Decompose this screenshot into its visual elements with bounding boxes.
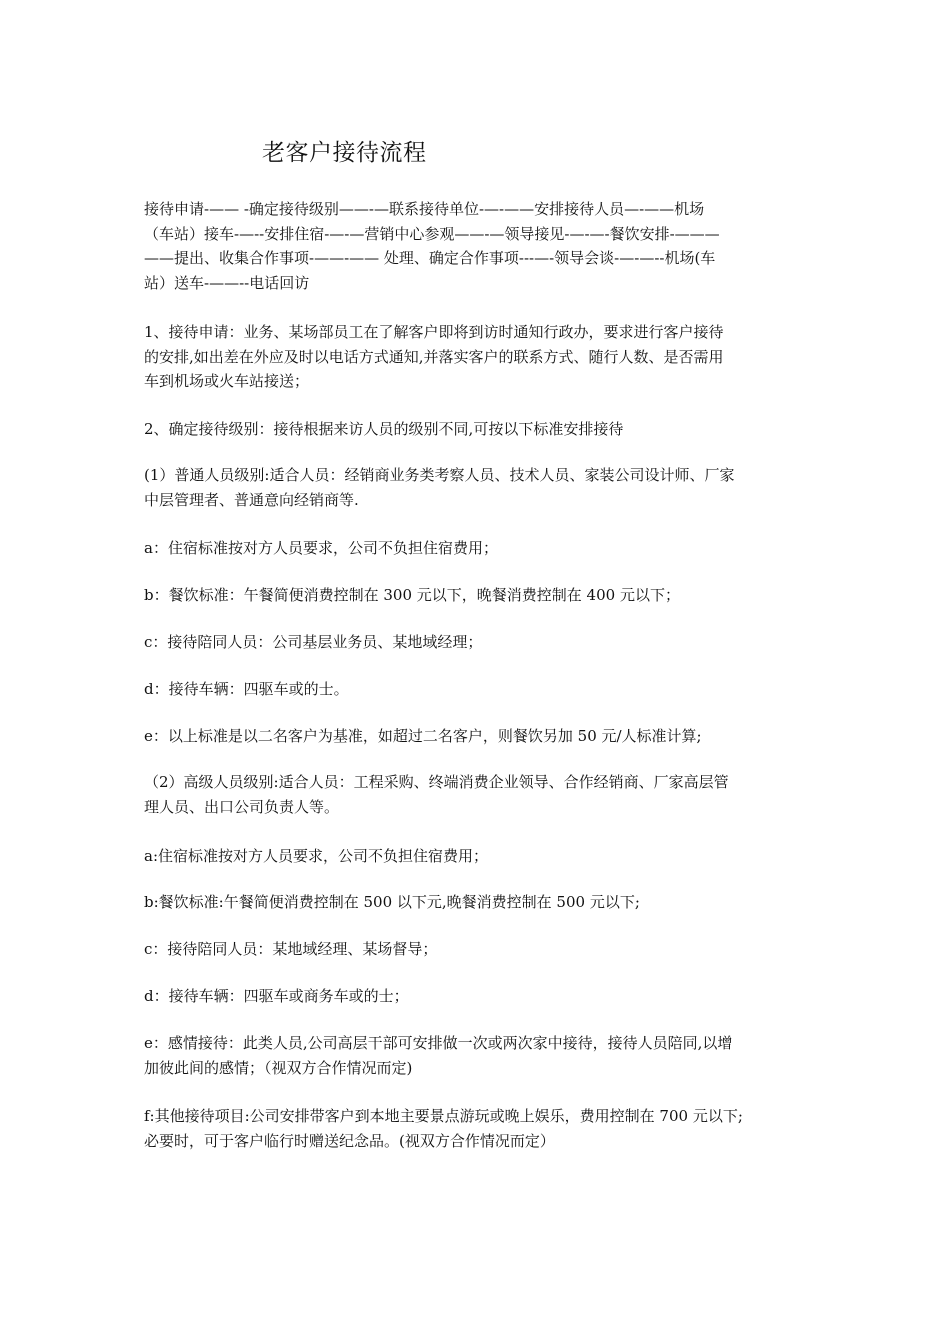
item-escort bbox=[144, 630, 814, 655]
flow-line: （车站）接车-—--安排住宿-—-—营销中心参观——-—领导接见-—-—-餐饮安排-——— bbox=[144, 224, 720, 243]
text-line: e：感情接待：此类人员,公司高层干部可安排做一次或两次家中接待，接待人员陪同,以增 bbox=[144, 1034, 733, 1052]
paragraph-senior-level bbox=[144, 770, 814, 819]
flow-line: 站）送车-——--电话回访 bbox=[144, 273, 310, 292]
item-senior-escort bbox=[144, 937, 814, 962]
text-line: 的安排,如出差在外应及时以电话方式通知,并落实客户的联系方式、随行人数、是否需用 bbox=[144, 347, 724, 366]
text-line: （2）高级人员级别:适合人员：工程采购、终端消费企业领导、合作经销商、厂家高层管 bbox=[144, 773, 729, 791]
item-emotional-reception bbox=[144, 1031, 814, 1080]
document-title: 老客户接待流程 bbox=[262, 140, 427, 166]
text-line: d：接待车辆：四驱车或商务车或的士； bbox=[144, 987, 409, 1005]
paragraph-reception-request bbox=[144, 320, 814, 394]
item-accommodation bbox=[144, 536, 814, 561]
flow-line: 接待申请-—— -确定接待级别——-—联系接待单位-—-——安排接待人员—-——机场 bbox=[144, 200, 705, 218]
paragraph-ordinary-level bbox=[144, 463, 814, 512]
paragraph-reception-level bbox=[144, 417, 814, 442]
process-flow bbox=[144, 197, 809, 295]
text-line: a：住宿标准按对方人员要求，公司不负担住宿费用； bbox=[144, 539, 498, 557]
item-senior-accommodation bbox=[144, 844, 814, 869]
text-line: f:其他接待项目:公司安排带客户到本地主要景点游玩或晚上娱乐，费用控制在 700 元以下; bbox=[144, 1107, 743, 1125]
item-senior-dining bbox=[144, 890, 814, 915]
item-dining bbox=[144, 583, 814, 608]
text-line: 2、确定接待级别：接待根据来访人员的级别不同,可按以下标准安排接待 bbox=[144, 420, 624, 438]
text-line: c：接待陪同人员：某地域经理、某场督导； bbox=[144, 940, 438, 958]
text-line: c：接待陪同人员：公司基层业务员、某地域经理； bbox=[144, 633, 483, 651]
text-line: b:餐饮标准:午餐简便消费控制在 500 以下元,晚餐消费控制在 500 元以下; bbox=[144, 893, 640, 911]
text-line: 理人员、出口公司负责人等。 bbox=[144, 797, 340, 816]
text-line: 车到机场或火车站接送； bbox=[144, 372, 310, 390]
text-line: 1、接待申请：业务、某场部员工在了解客户即将到访时通知行政办，要求进行客户接待 bbox=[144, 323, 724, 341]
item-standard-basis bbox=[144, 724, 814, 749]
text-line: 必要时，可于客户临行时赠送纪念品。(视双方合作情况而定） bbox=[144, 1131, 555, 1150]
text-line: b：餐饮标准：午餐简便消费控制在 300 元以下，晚餐消费控制在 400 元以下； bbox=[144, 586, 680, 604]
text-line: a:住宿标准按对方人员要求，公司不负担住宿费用； bbox=[144, 847, 488, 865]
flow-line: ——提出、收集合作事项-——-—— 处理、确定合作事项---—-领导会谈-—-—--机场(车 bbox=[144, 249, 716, 267]
item-vehicle bbox=[144, 677, 814, 702]
item-other-reception bbox=[144, 1104, 814, 1153]
item-senior-vehicle bbox=[144, 984, 814, 1009]
text-line: d：接待车辆：四驱车或的士。 bbox=[144, 680, 349, 698]
text-line: 中层管理者、普通意向经销商等. bbox=[144, 490, 359, 509]
text-line: (1）普通人员级别:适合人员：经销商业务类考察人员、技术人员、家装公司设计师、厂家 bbox=[144, 466, 735, 484]
text-line: 加彼此间的感情；（视双方合作情况而定) bbox=[144, 1058, 413, 1077]
text-line: e：以上标准是以二名客户为基准，如超过二名客户，则餐饮另加 50 元/人标准计算; bbox=[144, 727, 702, 745]
